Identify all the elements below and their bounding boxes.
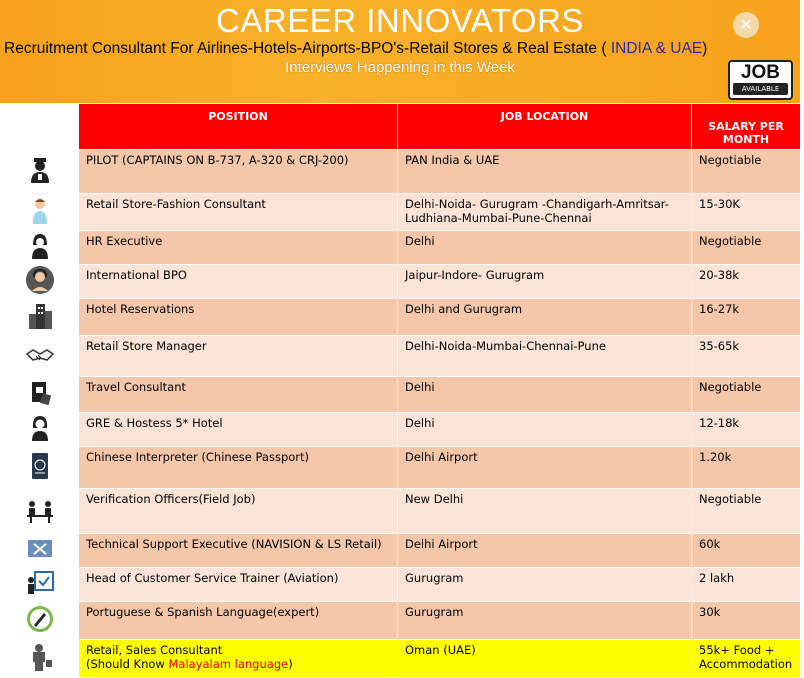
page-title: CAREER INNOVATORS bbox=[216, 2, 584, 39]
salary-cell: Negotiable bbox=[692, 489, 801, 534]
salary-header: SALARY PER MONTH bbox=[692, 104, 801, 150]
salary-cell: 60k bbox=[692, 534, 801, 568]
salary-cell: 16-27k bbox=[692, 299, 801, 336]
position-cell: Technical Support Executive (NAVISION & LS Retail) bbox=[79, 534, 398, 568]
salary-cell: 15-30K bbox=[692, 194, 801, 231]
row-icon-cell bbox=[1, 265, 79, 299]
row-icon-cell bbox=[1, 194, 79, 231]
table-row bbox=[1, 447, 801, 489]
location-cell: Delhi Airport bbox=[398, 534, 692, 568]
location-cell: Gurugram bbox=[398, 568, 692, 602]
location-cell: Delhi-Noida- Gurugram -Chandigarh-Amritsar-Ludhiana-Mumbai-Pune-Chennai bbox=[398, 194, 692, 231]
position-cell: Verification Officers(Field Job) bbox=[79, 489, 398, 534]
job-available-badge bbox=[728, 60, 793, 100]
row-icon-cell bbox=[1, 534, 79, 568]
salary-cell: 2 lakh bbox=[692, 568, 801, 602]
salary-cell: 12-18k bbox=[692, 413, 801, 447]
position-cell: Head of Customer Service Trainer (Aviation) bbox=[79, 568, 398, 602]
table-row bbox=[1, 336, 801, 377]
position-header: POSITION bbox=[79, 104, 398, 150]
position-line1: Retail, Sales Consultant bbox=[86, 643, 223, 657]
hr-person-icon bbox=[25, 231, 55, 261]
interviews-banner: Interviews Happening in this Week bbox=[285, 59, 515, 76]
table-row-highlight bbox=[1, 640, 801, 678]
position-cell: Hotel Reservations bbox=[79, 299, 398, 336]
position-cell: Retail Store-Fashion Consultant bbox=[79, 194, 398, 231]
jobs-table bbox=[0, 103, 801, 678]
table-row bbox=[1, 231, 801, 265]
position-cell: Chinese Interpreter (Chinese Passport) bbox=[79, 447, 398, 489]
salary-cell: 55k+ Food + Accommodation bbox=[692, 640, 801, 678]
pen-icon bbox=[25, 604, 55, 634]
close-icon[interactable]: ✕ bbox=[733, 12, 759, 38]
badge-available-label: AVAILABLE bbox=[733, 83, 788, 95]
table-row bbox=[1, 150, 801, 194]
table-row bbox=[1, 194, 801, 231]
technical-support-icon bbox=[25, 534, 55, 564]
language-highlight: Malayalam language bbox=[168, 657, 289, 671]
fashion-consultant-icon bbox=[25, 196, 55, 226]
row-icon-cell bbox=[1, 568, 79, 602]
row-icon-cell bbox=[1, 150, 79, 194]
location-cell: Delhi bbox=[398, 377, 692, 413]
subtitle-highlight: INDIA & UAE bbox=[610, 40, 703, 57]
row-icon-cell bbox=[1, 231, 79, 265]
position-cell: HR Executive bbox=[79, 231, 398, 265]
location-cell: Jaipur-Indore- Gurugram bbox=[398, 265, 692, 299]
row-icon-cell bbox=[1, 336, 79, 377]
passport-icon bbox=[25, 451, 55, 481]
location-header: JOB LOCATION bbox=[398, 104, 692, 150]
hotel-building-icon bbox=[25, 301, 55, 331]
salary-cell: Negotiable bbox=[692, 377, 801, 413]
table-row bbox=[1, 265, 801, 299]
handshake-icon bbox=[25, 340, 55, 370]
businessman-icon bbox=[25, 642, 55, 672]
position-cell: International BPO bbox=[79, 265, 398, 299]
location-cell: Oman (UAE) bbox=[398, 640, 692, 678]
position-cell bbox=[79, 640, 398, 678]
salary-cell: Negotiable bbox=[692, 150, 801, 194]
row-icon-cell bbox=[1, 413, 79, 447]
subtitle-suffix: ) bbox=[702, 40, 708, 57]
table-row bbox=[1, 489, 801, 534]
location-cell: Delhi bbox=[398, 231, 692, 265]
row-icon-cell bbox=[1, 602, 79, 640]
table-row bbox=[1, 602, 801, 640]
row-icon-cell bbox=[1, 640, 79, 678]
salary-cell: 1.20k bbox=[692, 447, 801, 489]
location-cell: PAN India & UAE bbox=[398, 150, 692, 194]
header-banner bbox=[0, 0, 800, 103]
position-suffix: ) bbox=[288, 657, 293, 671]
location-cell: Delhi Airport bbox=[398, 447, 692, 489]
badge-job-word: JOB bbox=[740, 62, 781, 83]
salary-cell: 20-38k bbox=[692, 265, 801, 299]
position-cell: Retail Store Manager bbox=[79, 336, 398, 377]
salary-cell: Negotiable bbox=[692, 231, 801, 265]
table-row bbox=[1, 568, 801, 602]
location-cell: Delhi bbox=[398, 413, 692, 447]
passport-ticket-icon bbox=[25, 378, 55, 408]
location-cell: Delhi and Gurugram bbox=[398, 299, 692, 336]
table-row bbox=[1, 377, 801, 413]
position-cell: Travel Consultant bbox=[79, 377, 398, 413]
table-header-row bbox=[1, 104, 801, 150]
salary-cell: 30k bbox=[692, 602, 801, 640]
row-icon-cell bbox=[1, 299, 79, 336]
icon-column-header bbox=[1, 104, 79, 150]
salary-cell: 35-65k bbox=[692, 336, 801, 377]
pilot-icon bbox=[25, 155, 55, 185]
row-icon-cell bbox=[1, 489, 79, 534]
subtitle-prefix: Recruitment Consultant For Airlines-Hotels-Airports-BPO's-Retail Stores & Real Estate ( bbox=[4, 40, 611, 57]
headset-agent-icon bbox=[25, 265, 55, 295]
trainer-board-icon bbox=[25, 568, 55, 598]
meeting-desk-icon bbox=[25, 495, 55, 525]
table-row bbox=[1, 413, 801, 447]
hostess-icon bbox=[25, 413, 55, 443]
row-icon-cell bbox=[1, 377, 79, 413]
table-row bbox=[1, 299, 801, 336]
position-prefix: (Should Know bbox=[86, 657, 169, 671]
location-cell: Gurugram bbox=[398, 602, 692, 640]
subtitle bbox=[4, 40, 804, 58]
location-cell: Delhi-Noida-Mumbai-Chennai-Pune bbox=[398, 336, 692, 377]
location-cell: New Delhi bbox=[398, 489, 692, 534]
position-cell: PILOT (CAPTAINS ON B-737, A-320 & CRJ-200) bbox=[79, 150, 398, 194]
table-row bbox=[1, 534, 801, 568]
position-cell: GRE & Hostess 5* Hotel bbox=[79, 413, 398, 447]
row-icon-cell bbox=[1, 447, 79, 489]
position-cell: Portuguese & Spanish Language(expert) bbox=[79, 602, 398, 640]
